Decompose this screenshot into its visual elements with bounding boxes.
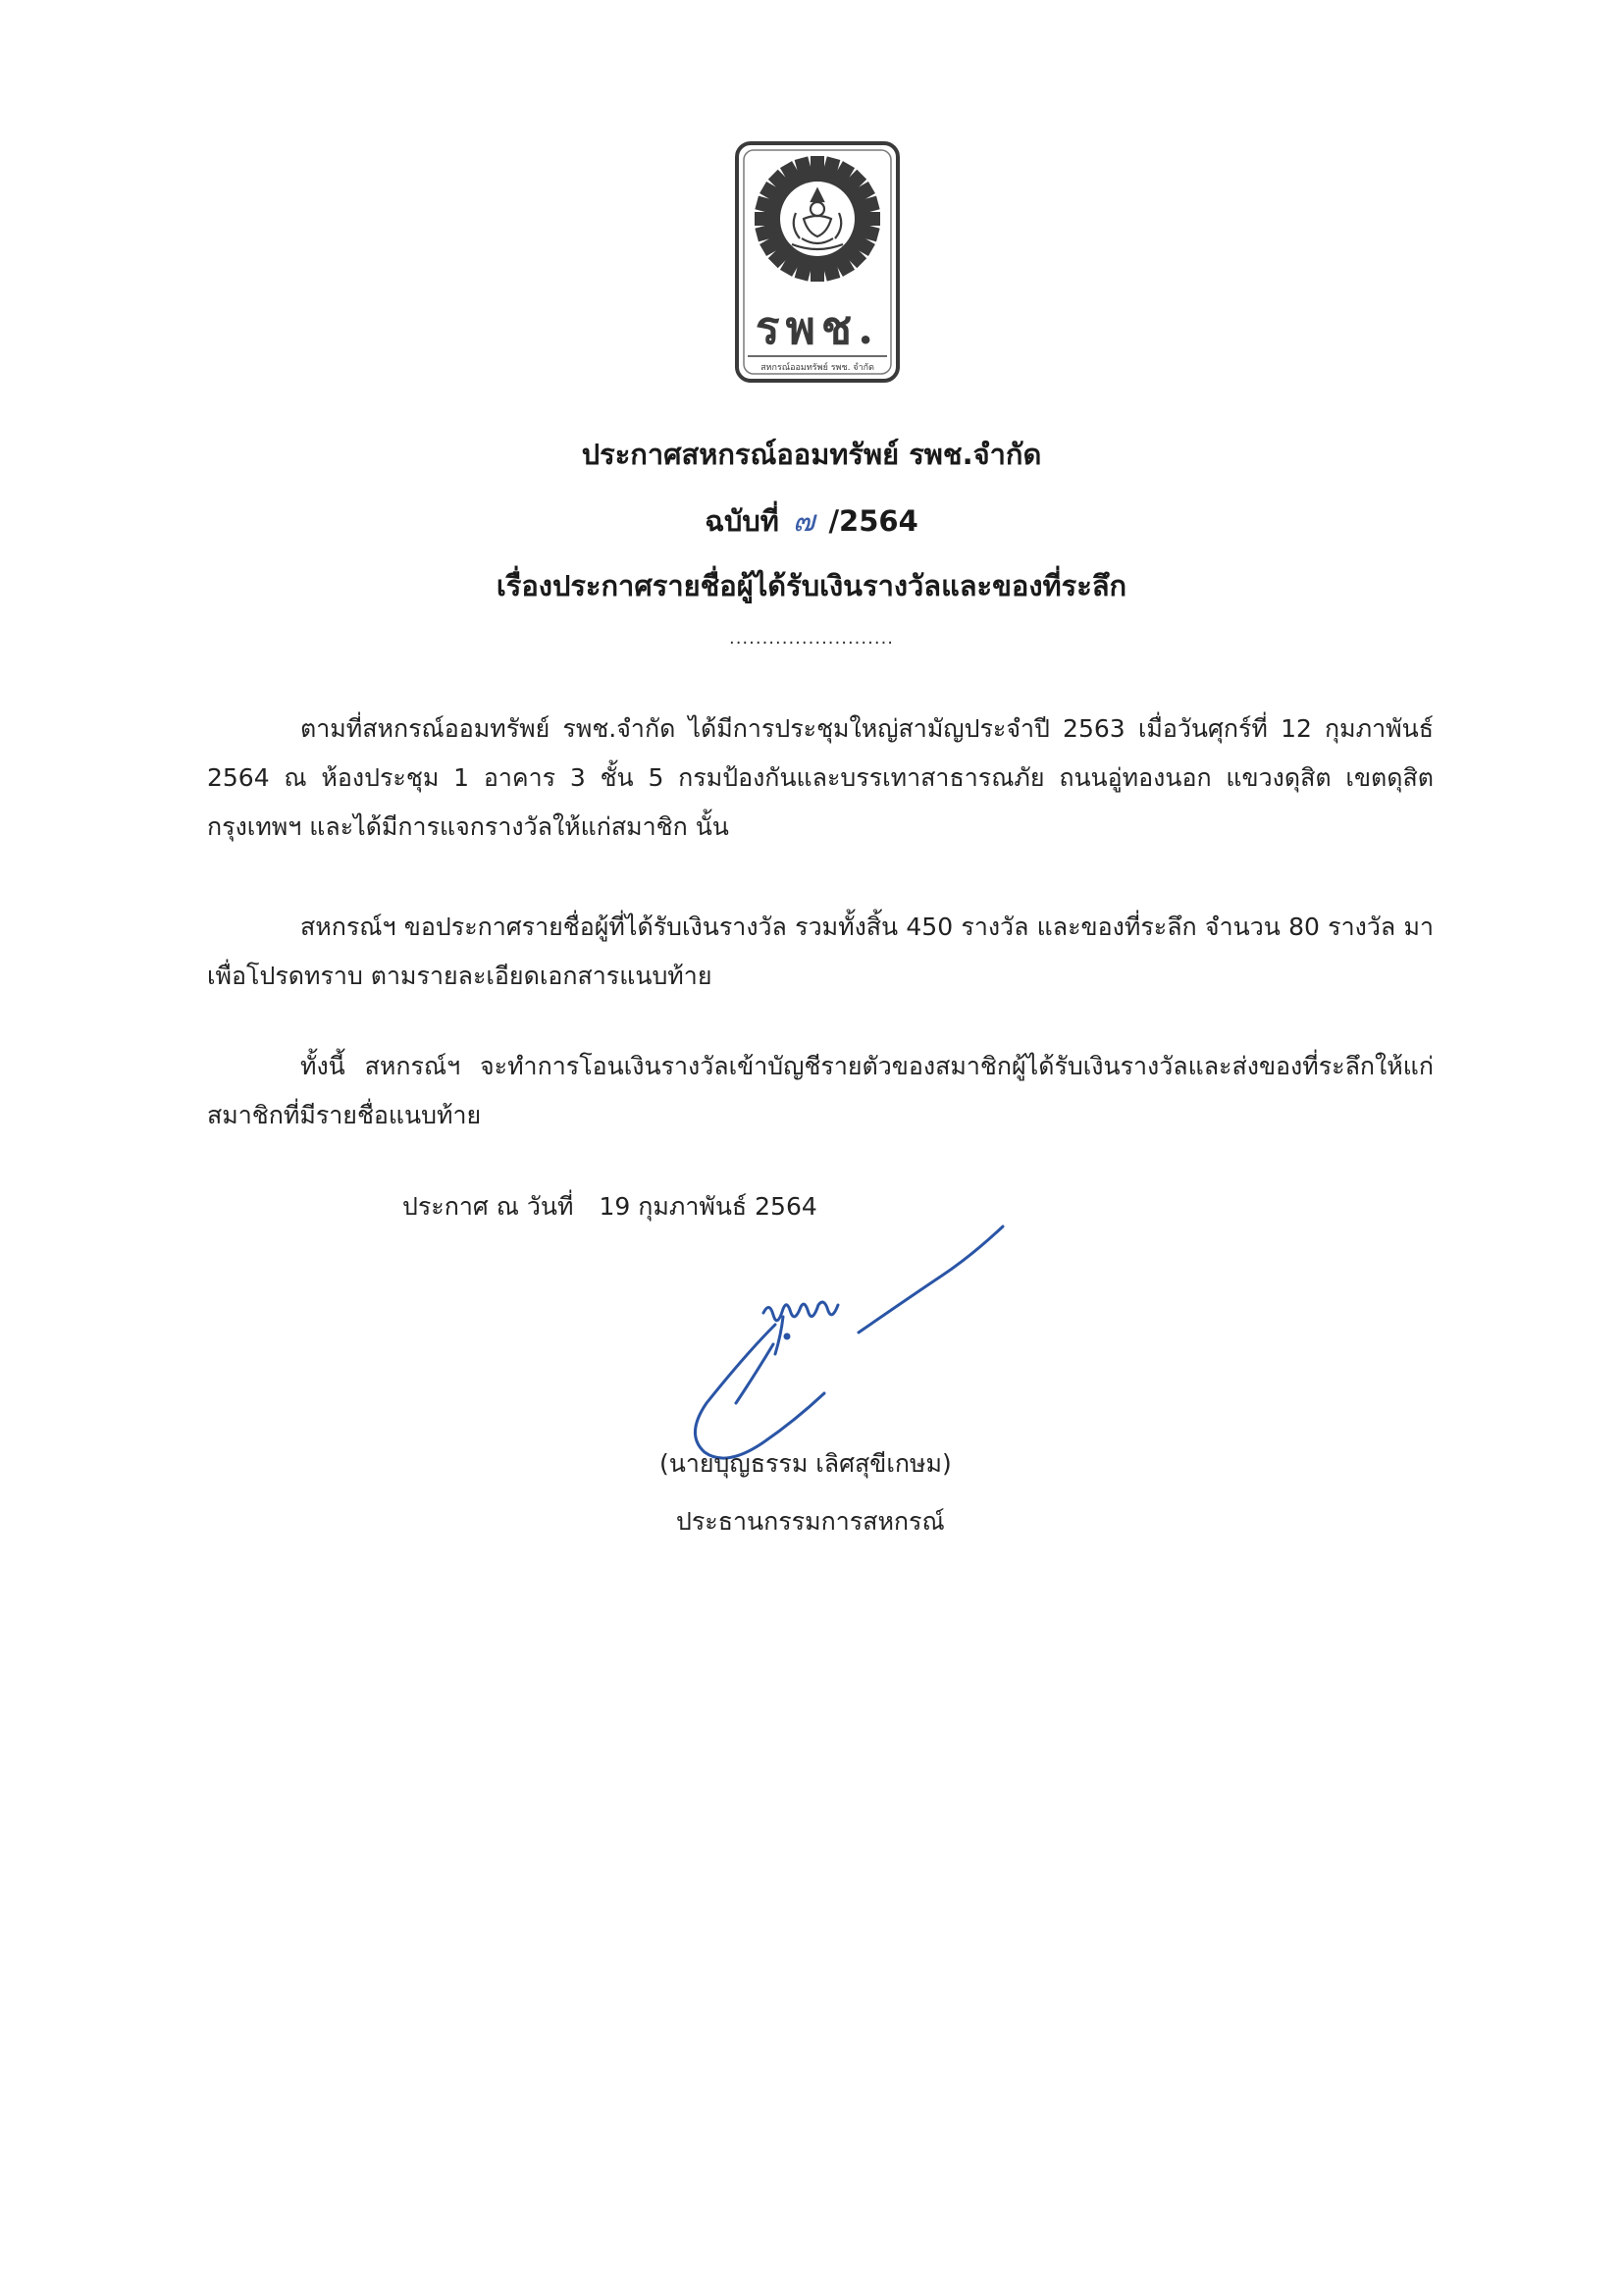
number-suffix: /2564	[828, 504, 918, 538]
paragraph-3-text: ทั้งนี้ สหกรณ์ฯ จะทำการโอนเงินรางวัลเข้าบัญชีรายตัวของสมาชิกผู้ได้รับเงินรางวัลและส่งของที่ระลึกให้แก่สมาชิกที่มีรายชื่อแนบท้าย	[207, 1052, 1434, 1129]
paragraph-1-text: ตามที่สหกรณ์ออมทรัพย์ รพช.จำกัด ได้มีการประชุมใหญ่สามัญประจำปี 2563 เมื่อวันศุกร์ที่ 12 กุมภาพันธ์ 2564 ณ ห้องประชุม 1 อาคาร 3 ชั้น 5 กรมป้องกันและบรรเทาสาธารณภัย ถนนอู่ทองนอก แขวงดุสิต เขตดุสิต กรุงเทพฯ และได้มีการแจกรางวัลให้แก่สมาชิก นั้น	[207, 714, 1434, 841]
date-prefix: ประกาศ ณ วันที่	[402, 1192, 574, 1221]
body-paragraph-2	[207, 903, 1434, 1001]
announcement-number	[0, 498, 1623, 545]
signer-title: ประธานกรรมการสหกรณ์	[676, 1507, 945, 1536]
announcement-title: ประกาศสหกรณ์ออมทรัพย์ รพช.จำกัด	[581, 438, 1042, 471]
body-paragraph-1	[207, 704, 1434, 852]
body-paragraph-3	[207, 1042, 1434, 1140]
logo-text: รพช.	[755, 301, 880, 354]
signer-name: (นายบุญธรรม เลิศสุขีเกษม)	[659, 1449, 952, 1478]
number-prefix: ฉบับที่	[705, 504, 779, 538]
paragraph-2-text: สหกรณ์ฯ ขอประกาศรายชื่อผู้ที่ได้รับเงินรางวัล รวมทั้งสิ้น 450 รางวัล และของที่ระลึก จำนวน 80 รางวัล มาเพื่อโปรดทราบ ตามรายละเอียดเอกสารแนบท้าย	[207, 913, 1434, 990]
announcement-subject: เรื่องประกาศรายชื่อผู้ได้รับเงินรางวัลและของที่ระลึก	[496, 569, 1127, 602]
date-value: 19 กุมภาพันธ์ 2564	[599, 1192, 817, 1221]
header-separator: .........................	[728, 628, 895, 649]
gear-emblem-icon	[734, 140, 901, 384]
number-value: ๗	[792, 504, 815, 539]
logo-caption: สหกรณ์ออมทรัพย์ รพช. จำกัด	[760, 363, 874, 373]
cooperative-logo	[734, 140, 901, 384]
